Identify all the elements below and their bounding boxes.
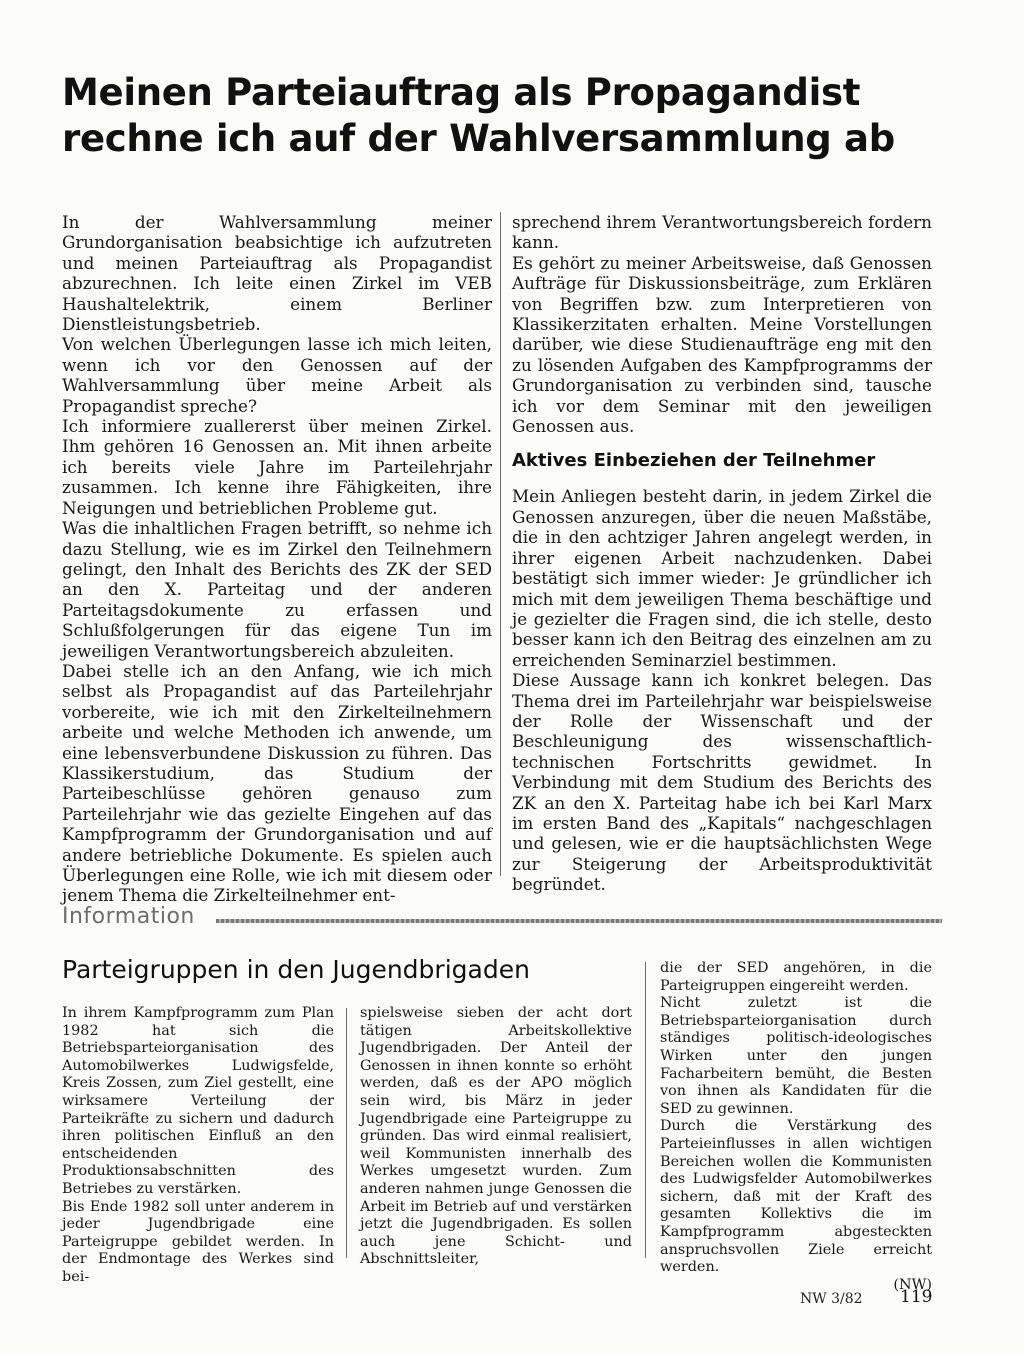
paragraph: spielsweise sieben der acht dort tätigen Arbeitskollektive Jugendbrigaden. Der Anteil der Genossen in ihnen konnte so erhöht werden, daß es der APO möglich sein wird, bis März in jeder Jugendbrigade eine Parteigruppe zu gründen. Das wird einmal realisiert, weil Kommunisten innerhalb des Werkes umgesetzt wurden. Zum anderen nahmen junge Genossen die Arbeit im Betrieb auf und verstärken jetzt die Jugendbrigaden. Es sollen auch jene Schicht- und Abschnittsleiter, <box>360 1005 632 1268</box>
information-bar <box>62 903 942 933</box>
paragraph: Nicht zuletzt ist die Betriebsparteiorganisation durch ständiges politisch-ideologisches Wirken unter den jungen Facharbeitern bemüht, die Besten von ihnen als Kandidaten für die SED zu gewinnen. <box>660 995 932 1117</box>
paragraph: Ich informiere zuallererst über meinen Zirkel. Ihm gehören 16 Genossen an. Mit ihnen arbeite ich bereits viele Jahre im Parteilehrjahr zusammen. Ich kenne ihre Fähigkeiten, ihre Neigungen und betrieblichen Probleme gut. <box>62 416 492 518</box>
column-divider <box>645 962 646 1258</box>
page-number: 119 <box>900 1287 933 1307</box>
article-headline <box>62 70 962 162</box>
paragraph: Von welchen Überlegungen lasse ich mich leiten, wenn ich vor den Genossen auf der Wahlversammlung über meine Arbeit als Propagandist spreche? <box>62 334 492 416</box>
information-label: Information <box>62 904 195 929</box>
paragraph: Bis Ende 1982 soll unter anderem in jeder Jugendbrigade eine Parteigruppe gebildet werden. In der Endmontage des Werkes sind bei- <box>62 1198 334 1285</box>
signature: (NW) <box>893 1276 932 1293</box>
headline-line-2: rechne ich auf der Wahlversammlung ab <box>62 117 895 160</box>
column-divider <box>500 212 501 876</box>
paragraph: Diese Aussage kann ich konkret belegen. Das Thema drei im Parteilehrjahr war beispielsweise der Rolle der Wissenschaft und der Beschleunigung des wissenschaftlich-technischen Fortschritts gewidmet. In Verbindung mit dem Studium des Berichts des ZK an den X. Parteitag habe ich bei Karl Marx im ersten Band des „Kapitals“ nachgeschlagen und gelesen, wie er die hauptsächlichsten Wege zur Steigerung der Arbeitsproduktivität begründet. <box>512 670 932 895</box>
paragraph: In ihrem Kampfprogramm zum Plan 1982 hat sich die Betriebsparteiorganisation des Automobilwerkes Ludwigsfelde, Kreis Zossen, zum Ziel gestellt, eine wirksamere Verteilung der Parteikräfte zu sichern und dadurch ihren politischen Einfluß an den entscheidenden Produktionsabschnitten des Betriebes zu verstärken. <box>62 1005 334 1197</box>
article-column-2 <box>512 212 932 895</box>
paragraph: sprechend ihrem Verantwortungsbereich fordern kann. <box>512 212 932 253</box>
headline-line-1: Meinen Parteiauftrag als Propagandist <box>62 71 861 114</box>
info-column-1 <box>62 1005 334 1287</box>
info-column-2 <box>360 1005 632 1269</box>
column-divider <box>346 1008 347 1258</box>
paragraph: In der Wahlversammlung meiner Grundorganisation beabsichtige ich aufzutreten und meinen Parteiauftrag als Propagandist abzurechnen. Ich leite einen Zirkel im VEB Haushaltelektrik, einem Berliner Dienstleistungsbetrieb. <box>62 212 492 335</box>
article-column-1 <box>62 212 492 906</box>
paragraph: Dabei stelle ich an den Anfang, wie ich mich selbst als Propagandist auf das Parteilehrjahr vorbereite, wie ich mit den Zirkelteilnehmern arbeite und welche Methoden ich anwende, um eine lebensverbundene Diskussion zu führen. Das Klassikerstudium, das Studium der Parteibeschlüsse gehören genauso zum Parteilehrjahr wie das gezielte Eingehen auf das Kampfprogramm der Grundorganisation und auf andere betriebliche Dokumente. Es spielen auch Überlegungen eine Rolle, wie ich mit diesem oder jenem Thema die Zirkelteilnehmer ent- <box>62 660 492 906</box>
journal-issue: NW 3/82 <box>800 1291 863 1307</box>
paragraph: Es gehört zu meiner Arbeitsweise, daß Genossen Aufträge für Diskussionsbeiträge, zum Erklären von Begriffen bzw. zum Interpretieren von Klassikerzitaten erhalten. Meine Vorstellungen darüber, wie diese Studienaufträge eng mit den zu lösenden Aufgaben des Kampfprogramms der Grundorganisation zu verbinden sind, tausche ich vor dem Seminar mit den jeweiligen Genossen aus. <box>512 252 932 437</box>
subheading: Aktives Einbeziehen der Teilnehmer <box>512 450 876 472</box>
paragraph: Mein Anliegen besteht darin, in jedem Zirkel die Genossen anzuregen, über die neuen Maßstäbe, die in den achtziger Jahren angelegt werden, in ihrer eigenen Arbeit nachzudenken. Dabei bestätigt sich immer wieder: Je gründlicher ich mich mit dem jeweiligen Thema beschäftige und je gezielter die Fragen sind, die ich stelle, desto besser kann ich den Beitrag des einzelnen am zu erreichenden Seminarziel bestimmen. <box>512 486 932 670</box>
info-column-3 <box>660 960 932 1294</box>
paragraph: Durch die Verstärkung des Parteieinflusses in allen wichtigen Bereichen wollen die Kommunisten des Ludwigsfelder Automobilwerkes sichern, daß mit der Kraft des gesamten Kollektivs die im Kampfprogramm abgesteckten anspruchsvollen Ziele erreicht werden. <box>660 1118 932 1276</box>
paragraph: Was die inhaltlichen Fragen betrifft, so nehme ich dazu Stellung, wie es im Zirkel den Teilnehmern gelingt, den Inhalt des Berichts des ZK der SED an den X. Parteitag und der anderen Parteitagsdokumente zu erfassen und Schlußfolgerungen für das eigene Tun im jeweiligen Verantwortungsbereich abzuleiten. <box>62 518 492 661</box>
information-rule <box>216 919 942 923</box>
info-headline: Parteigruppen in den Jugendbrigaden <box>62 955 530 984</box>
paragraph: die der SED angehören, in die Parteigruppen eingereiht werden. <box>660 960 932 994</box>
